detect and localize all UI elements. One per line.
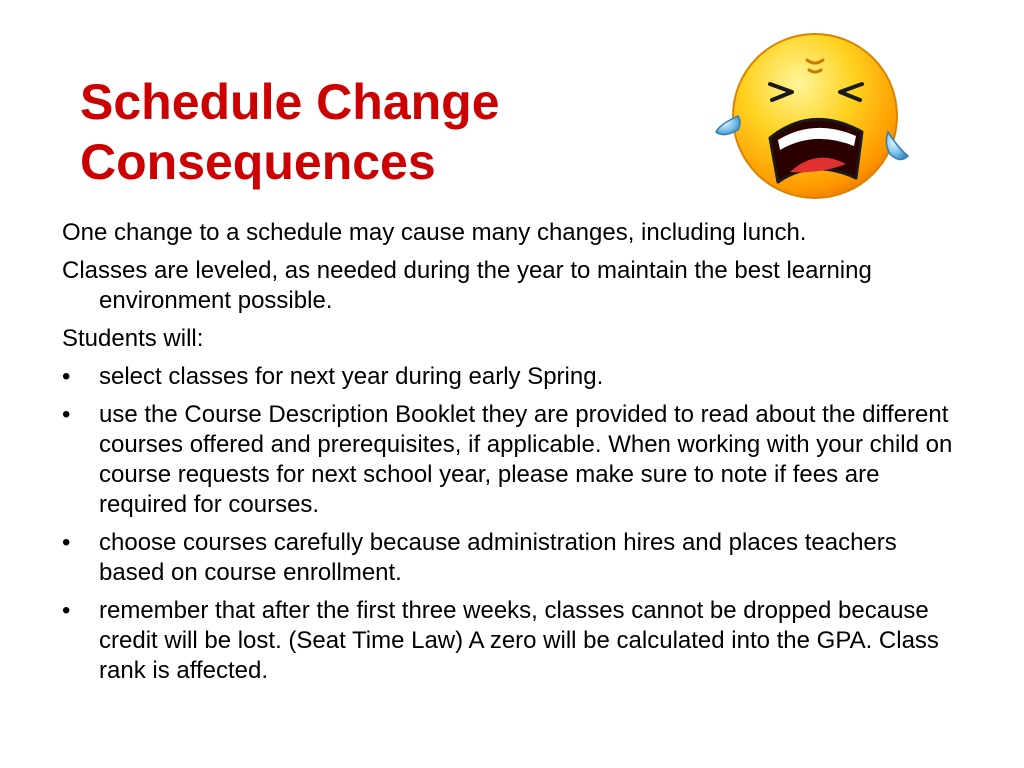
bullet-text: choose courses carefully because administration hires and places teachers based on course enrollment. [99, 529, 897, 586]
bullet-item [62, 528, 962, 588]
bullet-symbol: • [62, 529, 71, 556]
bullet-text: use the Course Description Booklet they are provided to read about the different courses offered and prerequisites, if applicable. When working with your child on course requests for next school year, please make sure to note if fees are required for courses. [99, 401, 953, 518]
bullet-symbol: • [62, 597, 71, 624]
slide-title-line-1: Schedule Change [80, 74, 500, 130]
slide-title [80, 72, 680, 192]
crying-face-icon [712, 32, 912, 200]
bullet-text: remember that after the first three weeks, classes cannot be dropped because credit will be lost. (Seat Time Law) A zero will be calculated into the GPA. Class rank is affected. [99, 597, 939, 684]
paragraph-schedule-change: One change to a schedule may cause many changes, including lunch. [62, 219, 807, 246]
slide-body [62, 218, 962, 694]
paragraph-classes-leveled: Classes are leveled, as needed during the year to maintain the best learning environment possible. [62, 257, 872, 314]
bullet-text: select classes for next year during early Spring. [99, 363, 604, 390]
bullet-symbol: • [62, 401, 71, 428]
paragraph-students-will: Students will: [62, 325, 204, 352]
bullet-item [62, 596, 962, 686]
bullet-item [62, 362, 962, 392]
bullet-symbol: • [62, 363, 71, 390]
bullet-item [62, 400, 962, 520]
slide-title-line-2: Consequences [80, 134, 436, 190]
